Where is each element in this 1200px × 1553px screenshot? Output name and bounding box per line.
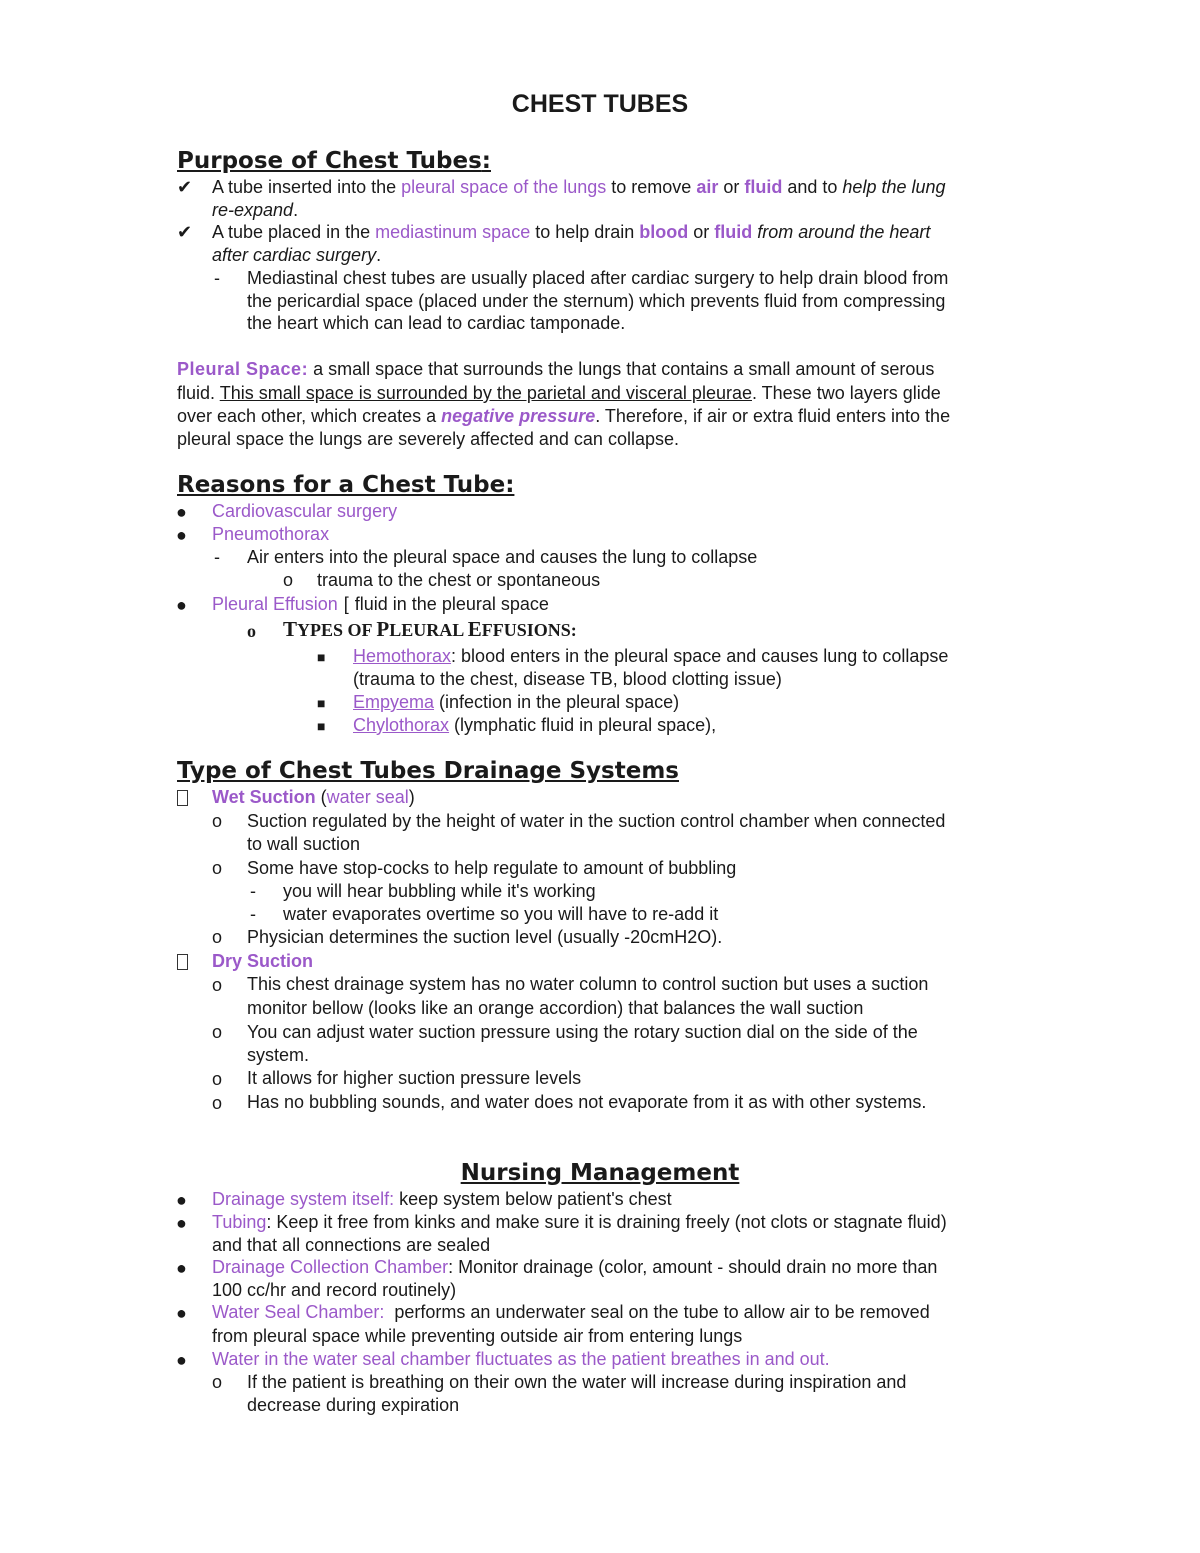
wet-suction-item	[212, 786, 415, 809]
dash-marker: -	[250, 881, 256, 901]
o-marker: o	[283, 570, 294, 590]
text: .	[293, 200, 299, 220]
text: or	[718, 177, 745, 197]
highlight: Drainage Collection Chamber	[212, 1257, 449, 1277]
dash-marker: -	[214, 547, 220, 567]
highlight: pleural space of the lungs	[401, 177, 607, 197]
bullet-icon: ●	[176, 502, 187, 522]
pleural-paragraph-line	[177, 382, 941, 405]
dash-marker: -	[250, 904, 256, 924]
pleural-paragraph-line	[177, 405, 950, 428]
text: . These two layers glide	[751, 383, 941, 403]
types-of-pleural-effusions-heading	[283, 618, 577, 642]
text: YPES OF	[297, 620, 377, 640]
o-marker: o	[212, 1372, 223, 1392]
pleural-space-term: Pleural Space:	[177, 359, 309, 379]
text: : Monitor drainage (color, amount - should drain no more than	[448, 1257, 938, 1277]
highlight: Drainage system itself:	[212, 1189, 395, 1209]
nursing-fluctuation-detail: decrease during expiration	[247, 1395, 460, 1415]
purpose-heading-text: Purpose of Chest Tubes	[177, 148, 482, 174]
highlight: water seal	[326, 787, 409, 807]
o-marker: o	[212, 858, 223, 878]
wet-suction-detail: to wall suction	[247, 834, 361, 854]
dry-suction-detail: It allows for higher suction pressure levels	[247, 1068, 582, 1088]
pneumothorax-cause: trauma to the chest or spontaneous	[317, 570, 601, 590]
highlight: blood	[639, 222, 689, 242]
page-title: CHEST TUBES	[511, 90, 689, 118]
purpose-item-1	[212, 176, 946, 199]
bullet-icon: ●	[176, 1213, 187, 1233]
highlight: mediastinum space	[375, 222, 531, 242]
check-icon: ✔	[177, 177, 193, 197]
nursing-item-collection-chamber	[212, 1256, 937, 1279]
highlight: air	[696, 177, 719, 197]
text: fluid in the pleural space	[354, 594, 549, 614]
purpose-item-1-cont	[212, 199, 298, 222]
highlight: fluid	[714, 222, 753, 242]
purpose-sub-line: the heart which can lead to cardiac tamponade.	[247, 313, 626, 333]
italic-text: after cardiac surgery	[212, 245, 377, 265]
effusion-type-hemothorax	[353, 645, 948, 668]
wet-suction-subdetail: water evaporates overtime so you will have to re-add it	[283, 904, 719, 924]
section-heading-nursing: Nursing Management	[460, 1160, 740, 1186]
nursing-item-drainage-system	[212, 1188, 672, 1211]
pleural-paragraph-line	[177, 358, 934, 381]
text: keep system below patient's chest	[394, 1189, 672, 1209]
text: over each other, which creates a	[177, 406, 442, 426]
nursing-item-water-seal	[212, 1301, 930, 1324]
text: a small space that surrounds the lungs that contains a small amount of serous	[308, 359, 935, 379]
text: (lymphatic fluid in pleural space),	[449, 715, 717, 735]
text: and to	[782, 177, 843, 197]
text: to help drain	[530, 222, 640, 242]
highlight: Water Seal Chamber:	[212, 1302, 385, 1322]
text: or	[688, 222, 715, 242]
text: E	[467, 617, 482, 641]
text: A tube placed in the	[212, 222, 376, 242]
nursing-item-collection-chamber-cont: 100 cc/hr and record routinely)	[212, 1280, 457, 1300]
text: fluid.	[177, 383, 220, 403]
text: )	[408, 787, 415, 807]
dry-suction-item: Dry Suction	[212, 951, 314, 971]
hemothorax-link[interactable]: Hemothorax	[353, 646, 452, 666]
highlight: Pleural Effusion	[212, 594, 338, 614]
text: : blood enters in the pleural space and causes lung to collapse	[451, 646, 949, 666]
wet-suction-detail: Suction regulated by the height of water in the suction control chamber when connected	[247, 811, 946, 831]
purpose-item-2	[212, 221, 930, 244]
square-bullet-icon: ■	[317, 649, 326, 665]
text: P	[376, 617, 390, 641]
text: T	[283, 617, 298, 641]
purpose-sub-line: Mediastinal chest tubes are usually placed after cardiac surgery to help drain blood from	[247, 268, 949, 288]
box-glyph-icon	[177, 951, 188, 974]
o-marker: o	[247, 621, 256, 641]
o-marker: o	[212, 975, 223, 995]
bullet-icon: ●	[176, 1303, 187, 1323]
square-bullet-icon: ■	[317, 718, 326, 734]
text: . Therefore, if air or extra fluid enters into the	[595, 406, 951, 426]
nursing-item-water-seal-cont: from pleural space while preventing outside air from entering lungs	[212, 1326, 743, 1346]
dry-suction-detail: system.	[247, 1045, 310, 1065]
bullet-icon: ●	[176, 595, 187, 615]
text: LEURAL	[389, 620, 468, 640]
text: (	[315, 787, 327, 807]
text: : Keep it free from kinks and make sure it is draining freely (not clots or stagnate fluid)	[266, 1212, 947, 1232]
purpose-heading-colon: :	[481, 148, 491, 174]
nursing-fluctuation-detail: If the patient is breathing on their own the water will increase during inspiration and	[247, 1372, 907, 1392]
chylothorax-link[interactable]: Chylothorax	[353, 715, 450, 735]
effusion-type-empyema	[353, 691, 679, 714]
dry-suction-detail: This chest drainage system has no water column to control suction but uses a suction	[247, 974, 929, 994]
text: .	[376, 245, 382, 265]
bullet-icon: ●	[176, 525, 187, 545]
highlight: fluid	[744, 177, 783, 197]
purpose-sub-line: the pericardial space (placed under the sternum) which prevents fluid from compressing	[247, 291, 946, 311]
square-bullet-icon: ■	[317, 695, 326, 711]
effusion-type-hemothorax-cont: (trauma to the chest, disease TB, blood clotting issue)	[353, 669, 782, 689]
check-icon: ✔	[177, 222, 193, 242]
o-marker: o	[212, 927, 223, 947]
negative-pressure-term: negative pressure	[441, 406, 596, 426]
highlight: Tubing	[212, 1212, 267, 1232]
bullet-icon: ●	[176, 1190, 187, 1210]
bullet-icon: ●	[176, 1258, 187, 1278]
underlined-text: This small space is surrounded by the parietal and visceral pleurae	[219, 383, 752, 403]
dry-suction-detail: Has no bubbling sounds, and water does not evaporate from it as with other systems.	[247, 1092, 927, 1112]
purpose-item-2-cont	[212, 244, 381, 267]
wet-suction-detail: Physician determines the suction level (usually -20cmH2O).	[247, 927, 723, 947]
nursing-item-fluctuation: Water in the water seal chamber fluctuates as the patient breathes in and out.	[212, 1349, 830, 1369]
text: performs an underwater seal on the tube to allow air to be removed	[384, 1302, 930, 1322]
box-glyph-icon	[177, 787, 188, 810]
reason-cardiovascular: Cardiovascular surgery	[212, 501, 398, 521]
o-marker: o	[212, 1093, 223, 1113]
o-marker: o	[212, 1022, 223, 1042]
pneumothorax-detail: Air enters into the pleural space and causes the lung to collapse	[247, 547, 758, 567]
text: to remove	[606, 177, 697, 197]
text: A tube inserted into the	[212, 177, 402, 197]
reason-pleural-effusion	[212, 593, 549, 616]
highlight: Wet Suction	[212, 787, 316, 807]
wet-suction-subdetail: you will hear bubbling while it's working	[283, 881, 596, 901]
italic-text: help the lung	[842, 177, 946, 197]
italic-text: re-expand	[212, 200, 294, 220]
o-marker: o	[212, 811, 223, 831]
o-marker: o	[212, 1069, 223, 1089]
section-heading-reasons: Reasons for a Chest Tube:	[177, 472, 515, 498]
italic-text: from around the heart	[752, 222, 931, 242]
empyema-link[interactable]: Empyema	[353, 692, 435, 712]
dash-marker: -	[214, 268, 220, 288]
text: FFUSIONS:	[481, 620, 577, 640]
nursing-item-tubing	[212, 1211, 947, 1234]
text: (infection in the pleural space)	[434, 692, 680, 712]
wet-suction-detail: Some have stop-cocks to help regulate to amount of bubbling	[247, 858, 737, 878]
reason-pneumothorax: Pneumothorax	[212, 524, 330, 544]
dry-suction-detail: monitor bellow (looks like an orange accordion) that balances the wall suction	[247, 998, 864, 1018]
pleural-paragraph-line: pleural space the lungs are severely affected and can collapse.	[177, 429, 679, 449]
nursing-item-tubing-cont: and that all connections are sealed	[212, 1235, 491, 1255]
dry-suction-detail: You can adjust water suction pressure using the rotary suction dial on the side of the	[247, 1022, 918, 1042]
bracket-glyph: [	[343, 594, 349, 614]
section-heading-purpose	[177, 148, 491, 174]
section-heading-drainage: Type of Chest Tubes Drainage Systems	[177, 758, 679, 784]
bullet-icon: ●	[176, 1350, 187, 1370]
effusion-type-chylothorax	[353, 714, 716, 737]
